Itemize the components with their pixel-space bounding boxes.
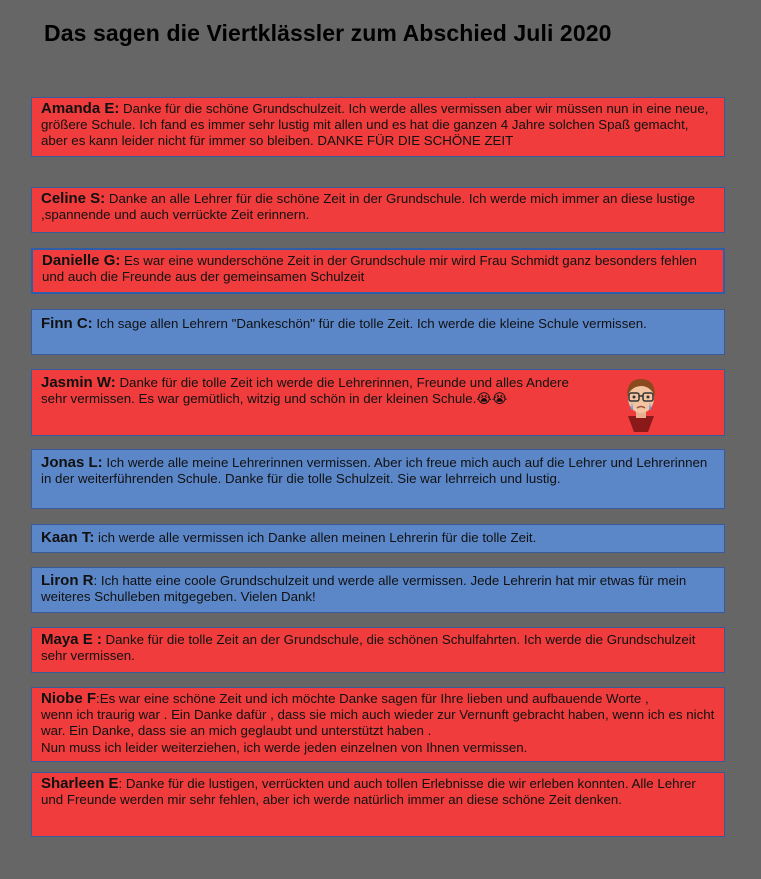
card-amanda[interactable] xyxy=(31,97,725,157)
card-message: : Ich hatte eine coole Grundschulzeit und werde alle vermissen. Jede Lehrerin hat mir etwas für mein weiteres Schulleben mitgegeben. Vielen Dank! xyxy=(41,573,687,605)
card-jasmin[interactable] xyxy=(31,369,725,436)
card-jonas[interactable] xyxy=(31,449,725,509)
page-title: Das sagen die Viertklässler zum Abschied Juli 2020 xyxy=(44,20,612,46)
card-name: Jonas L: xyxy=(41,454,103,471)
card-text xyxy=(41,191,715,223)
card-text xyxy=(41,316,715,332)
card-text xyxy=(41,101,715,150)
card-name: Kaan T: xyxy=(41,529,95,546)
card-text xyxy=(41,691,715,756)
card-text xyxy=(41,530,715,546)
card-name: Celine S: xyxy=(41,190,106,207)
card-name: Niobe F xyxy=(41,690,96,707)
card-text xyxy=(41,375,715,407)
card-message: Danke für die tolle Zeit an der Grundschule, die schönen Schulfahrten. Ich werde die Grundschulzeit sehr vermissen. xyxy=(41,632,696,664)
card-message: Ich werde alle meine Lehrerinnen vermissen. Aber ich freue mich auch auf die Lehrer und Lehrerinnen in der weiterführenden Schule. Danke für die tolle Schulzeit. Sie war lehrreich und lustig. xyxy=(41,455,708,487)
card-message: Danke für die tolle Zeit ich werde die Lehrerinnen, Freunde und alles Andere sehr vermissen. Es war gemütlich, witzig und schön in der kleinen Schule.😭😭 xyxy=(41,375,569,407)
card-message: Es war eine wunderschöne Zeit in der Grundschule mir wird Frau Schmidt ganz besonders fehlen und auch die Freunde aus der gemeinsamen Schulzeit xyxy=(42,253,697,285)
card-text xyxy=(41,455,715,487)
card-maya[interactable] xyxy=(31,627,725,673)
card-kaan[interactable] xyxy=(31,524,725,553)
card-liron[interactable] xyxy=(31,567,725,613)
card-sharleen[interactable] xyxy=(31,772,725,837)
card-name: Amanda E: xyxy=(41,100,120,117)
card-message: Danke an alle Lehrer für die schöne Zeit in der Grundschule. Ich werde mich immer an diese lustige ,spannende und auch verrückte Zeit erinnern. xyxy=(41,191,695,223)
card-name: Danielle G: xyxy=(42,252,121,269)
card-text xyxy=(41,776,715,808)
card-text xyxy=(41,632,715,664)
card-message: Danke für die schöne Grundschulzeit. Ich werde alles vermissen aber wir müssen nun in eine neue, größere Schule. Ich fand es immer sehr lustig mit allen und es hat die ganzen 4 Jahre solchen Spaß gemacht, aber es kann leider nicht für immer so bleiben. DANKE FÜR DIE SCHÖNE ZEIT xyxy=(41,101,709,149)
card-message: Ich sage allen Lehrern "Dankeschön" für die tolle Zeit. Ich werde die kleine Schule vermissen. xyxy=(92,316,647,331)
card-text xyxy=(42,253,714,285)
card-text xyxy=(41,573,715,605)
card-message: ich werde alle vermissen ich Danke allen meinen Lehrerin für die tolle Zeit. xyxy=(94,530,537,545)
card-name: Jasmin W: xyxy=(41,374,116,391)
card-name: Maya E : xyxy=(41,631,102,648)
card-name: Liron R xyxy=(41,572,94,589)
card-celine[interactable] xyxy=(31,187,725,233)
card-message: : Danke für die lustigen, verrückten und auch tollen Erlebnisse die wir erleben konnten. Alle Lehrer und Freunde werden mir sehr fehlen, aber ich werde natürlich immer an diese schöne Zeit denken. xyxy=(41,776,696,808)
card-niobe[interactable] xyxy=(31,687,725,762)
card-name: Finn C: xyxy=(41,315,93,332)
card-message: :Es war eine schöne Zeit und ich möchte Danke sagen für Ihre lieben und aufbauende Worte , wenn ich traurig war . Ein Danke dafür , dass sie mich auch wieder zur Vernunft gebracht haben, wenn ich es nicht war. Ein Danke, dass sie an mich geglaubt und unterstützt haben . Nun muss ich leider weiterziehen, ich werde jeden einzelnen von Ihnen vermissen. xyxy=(41,691,715,755)
crying-boy-memoji-icon xyxy=(622,376,660,432)
card-name: Sharleen E xyxy=(41,775,119,792)
card-danielle[interactable] xyxy=(31,248,725,294)
card-finn[interactable] xyxy=(31,309,725,355)
